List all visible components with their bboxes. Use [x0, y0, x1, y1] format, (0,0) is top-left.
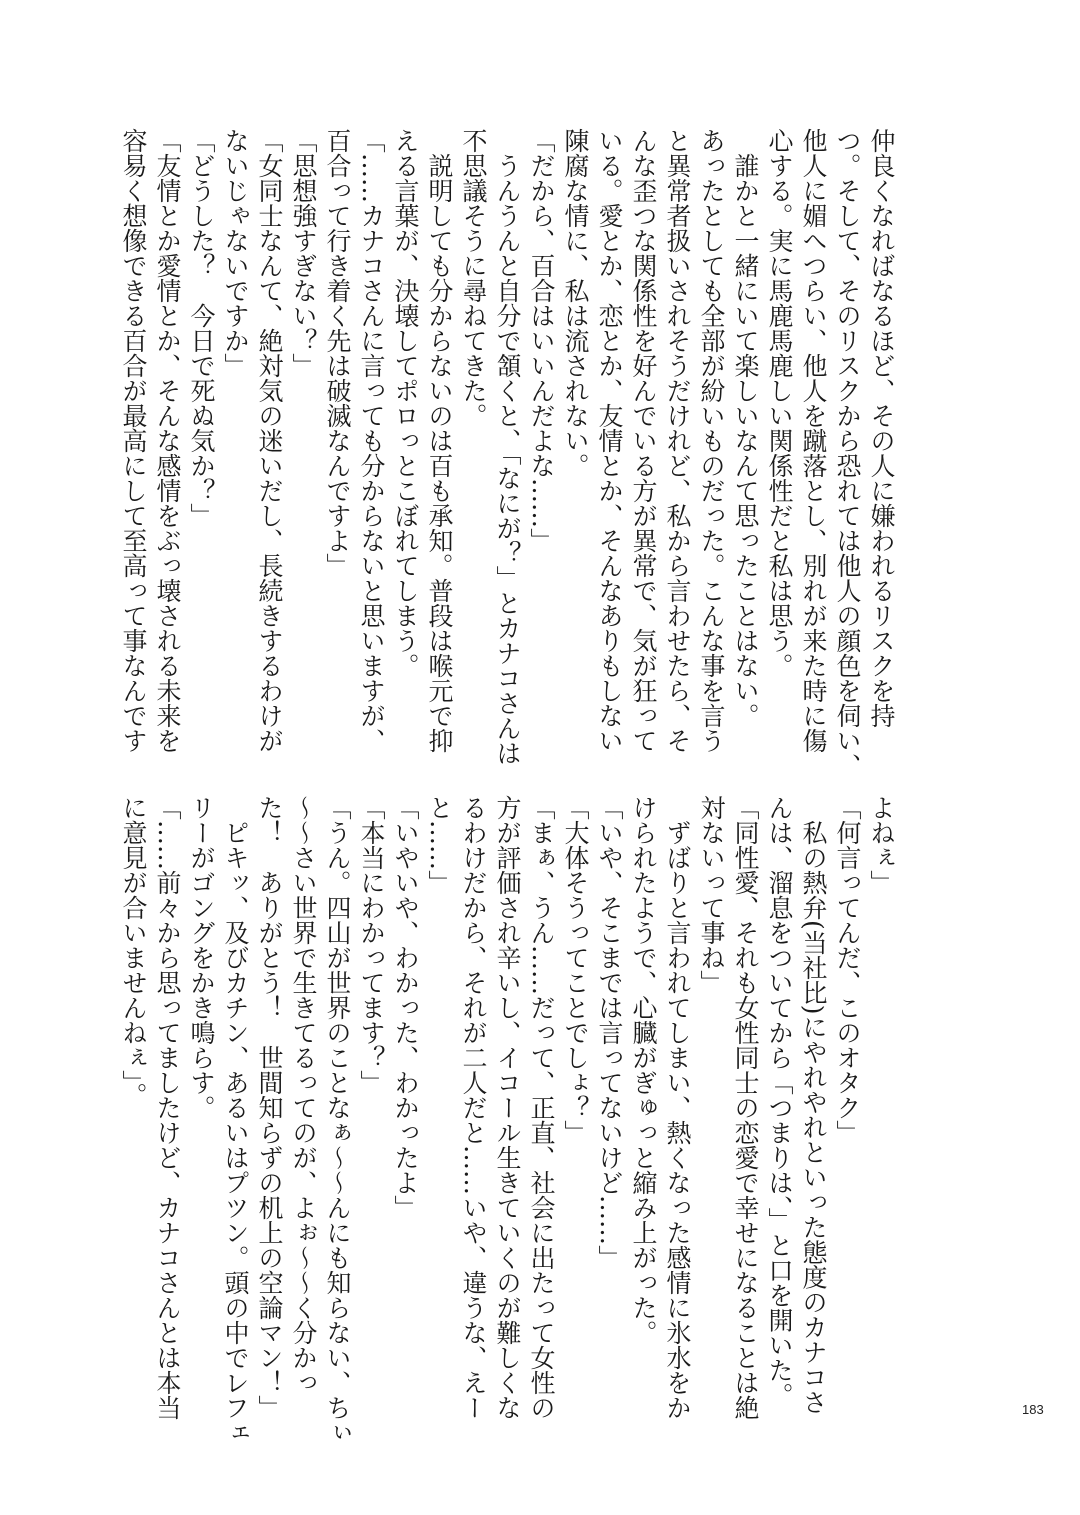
text-line: と異常者扱いされそうだけれど、私から言わせたら、そ	[663, 128, 692, 753]
text-line: 「同性愛、それも女性同士の恋愛で幸せになることは絶	[731, 795, 760, 1420]
text-line: 「まぁ、うん……だって、正直、社会に出たって女性の	[527, 795, 556, 1420]
text-line: 対ないって事ね」	[697, 795, 726, 995]
text-line: 「思想強すぎない？」	[289, 128, 318, 378]
upper-text-block	[116, 128, 898, 783]
text-line: 「女同士なんて、絶対気の迷いだし、長続きするわけが	[255, 128, 284, 753]
text-line: 方が評価され辛いし、イコール生きていくのが難しくな	[493, 795, 522, 1420]
text-line: 「いやいや、わかった、わかったよ」	[391, 795, 420, 1220]
text-line: 他人に媚へつらい、他人を蹴落とし、別れが来た時に傷	[799, 128, 828, 753]
text-line: 私の熱弁(当社比)にやれやれといった態度のカナコさ	[799, 795, 828, 1415]
text-line: 「……カナコさんに言っても分からないと思いますが、	[357, 128, 386, 753]
text-line: うんうんと自分で頷くと、「なにが？」とカナコさんは	[493, 128, 522, 766]
lower-text-block	[116, 795, 898, 1455]
page-number: 183	[1022, 1402, 1044, 1417]
text-line: ピキッ、及びカチン、あるいはプツン。頭の中でレフェ	[221, 795, 250, 1445]
text-line: た！ ありがとう！ 世間知らずの机上の空論マン！」	[255, 795, 284, 1420]
text-line: ずばりと言われてしまい、熱くなった感情に氷水をか	[663, 795, 692, 1420]
text-line: 不思議そうに尋ねてきた。	[459, 128, 488, 428]
text-line: 「本当にわかってます？」	[357, 795, 386, 1095]
text-line: 「うん。四山が世界のことなぁ～～んにも知らない、ちぃ	[323, 795, 352, 1445]
text-line: ～～さい世界で生きてるってのが、よぉ～～く分かっ	[289, 795, 318, 1395]
text-line: 「大体そうってことでしょ？」	[561, 795, 590, 1145]
text-line: リーがゴングをかき鳴らす。	[187, 795, 216, 1120]
text-line: いる。愛とか、恋とか、友情とか、そんなありもしない	[595, 128, 624, 753]
text-line: 陳腐な情に、私は流されない。	[561, 128, 590, 478]
text-line: んな歪つな関係性を好んでいる方が異常で、気が狂って	[629, 128, 658, 753]
text-line: に意見が合いませんねぇ」。	[119, 795, 148, 1108]
text-line: よねぇ」	[867, 795, 896, 895]
text-line: 誰かと一緒にいて楽しいなんて思ったことはない。	[731, 128, 760, 728]
text-line: 容易く想像できる百合が最高にして至高って事なんです	[119, 128, 148, 753]
text-line: 「何言ってんだ、このオタク」	[833, 795, 862, 1145]
text-line: 「友情とか愛情とか、そんな感情をぶっ壊される未来を	[153, 128, 182, 753]
text-line: んは、溜息をついてから「つまりは、」と口を開いた。	[765, 795, 794, 1408]
text-line: あったとしても全部が紛いものだった。こんな事を言う	[697, 128, 726, 753]
text-line: 説明しても分からないのは百も承知。普段は喉元で抑	[425, 128, 454, 753]
text-line: 百合って行き着く先は破滅なんですよ」	[323, 128, 352, 578]
text-line: るわけだから、それが二人だと……いや、違うな、えー	[459, 795, 488, 1420]
text-line: える言葉が、決壊してポロっとこぼれてしまう。	[391, 128, 420, 678]
text-line: つ。そして、そのリスクから恐れては他人の顔色を伺い、	[833, 128, 862, 778]
text-line: 「どうした？ 今日で死ぬ気か？」	[187, 128, 216, 528]
text-line: 「……前々から思ってましたけど、カナコさんとは本当	[153, 795, 182, 1420]
text-line: 心する。実に馬鹿馬鹿しい関係性だと私は思う。	[765, 128, 794, 678]
text-line: 「だから、百合はいいんだよな……」	[527, 128, 556, 553]
text-line: と……」	[425, 795, 454, 895]
text-line: 仲良くなればなるほど、その人に嫌われるリスクを持	[867, 128, 896, 728]
text-line: 「いや、そこまでは言ってないけど……」	[595, 795, 624, 1270]
text-line: ないじゃないですか」	[221, 128, 250, 378]
text-line: けられたようで、心臓がぎゅっと縮み上がった。	[629, 795, 658, 1345]
